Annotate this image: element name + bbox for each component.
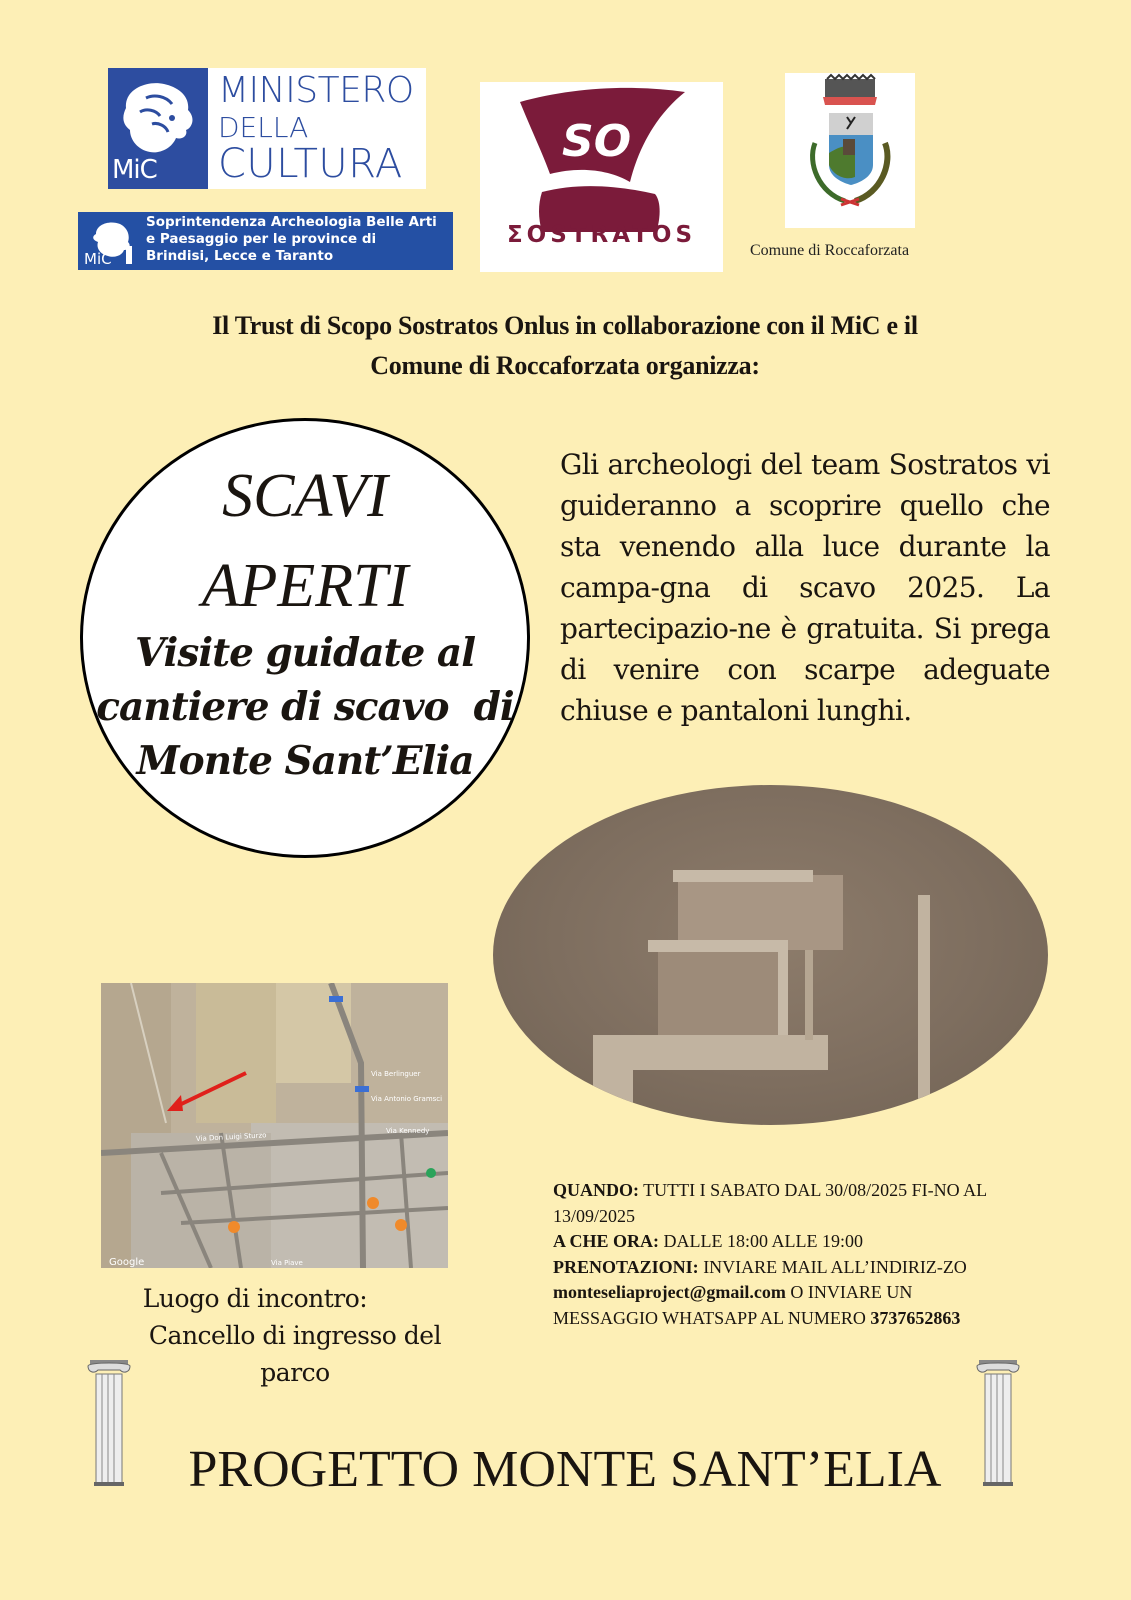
map-street-label: Via Don Luigi Sturzo xyxy=(195,1131,267,1143)
event-subtitle-line-3: Monte Sant’Elia xyxy=(136,738,474,784)
event-title xyxy=(83,451,527,631)
location-map[interactable] xyxy=(101,983,448,1268)
info-when xyxy=(553,1178,993,1229)
event-subtitle-line-1: Visite guidate al xyxy=(134,630,476,676)
meeting-point xyxy=(100,1280,490,1391)
mic-logo xyxy=(108,68,426,189)
soprintendenza-line-2: e Paesaggio per le province di xyxy=(146,231,377,247)
sostratos-logo xyxy=(480,82,723,272)
mic-emblem xyxy=(108,68,208,189)
booking-label: PRENOTAZIONI: xyxy=(553,1256,699,1277)
map-pin-icon[interactable] xyxy=(426,1168,436,1178)
soprintendenza-logo xyxy=(78,212,453,270)
mic-abbrev: MiC xyxy=(112,155,157,185)
map-google-label: Google xyxy=(109,1257,145,1268)
map-street-label: Via Piave xyxy=(271,1259,303,1267)
booking-email[interactable]: monteseliaproject@gmail.com xyxy=(553,1282,786,1302)
intro-text xyxy=(60,306,1070,386)
intro-line-2: Comune di Roccaforzata organizza: xyxy=(370,351,760,380)
meeting-label: Luogo di incontro: xyxy=(142,1284,368,1313)
mic-line-1: MINISTERO xyxy=(218,70,414,111)
soprintendenza-line-3: Brindisi, Lecce e Taranto xyxy=(146,248,334,264)
intro-line-1: Il Trust di Scopo Sostratos Onlus in collaborazione con il MiC e il xyxy=(212,311,918,340)
meeting-place-line-1: Cancello di ingresso del xyxy=(148,1321,442,1350)
soprintendenza-abbrev: MiC xyxy=(84,250,112,268)
ionic-column-icon xyxy=(975,1358,1021,1488)
meeting-place-line-2: parco xyxy=(260,1358,330,1387)
comune-caption: Comune di Roccaforzata xyxy=(750,242,910,259)
comune-crest xyxy=(785,73,915,228)
when-label: QUANDO: xyxy=(553,1180,639,1200)
excavation-site-image xyxy=(493,785,1048,1125)
info-booking xyxy=(553,1255,993,1332)
sostratos-wordmark: ΣOSTRATOS xyxy=(506,222,697,248)
booking-value-1: INVIARE MAIL ALL’INDIRIZ-ZO xyxy=(698,1256,967,1277)
map-road-badge xyxy=(329,996,343,1002)
soprintendenza-text xyxy=(146,214,437,265)
map-road-badge xyxy=(355,1086,369,1092)
mic-line-2: DELLA xyxy=(218,111,309,144)
project-title: PROGETTO MONTE SANT’ELIA xyxy=(188,1441,942,1498)
event-info xyxy=(553,1178,993,1331)
event-title-line-2: APERTI xyxy=(201,552,409,620)
mic-line-3: CULTURA xyxy=(218,141,403,187)
info-time xyxy=(553,1229,993,1255)
sostratos-sail-icon xyxy=(480,82,723,242)
booking-value-2: O INVIARE UN MESSAGGIO WHATSAPP AL NUMERO xyxy=(553,1282,913,1328)
sostratos-mark: SO xyxy=(562,116,632,167)
event-title-circle xyxy=(80,418,530,858)
map-pin-icon[interactable] xyxy=(395,1219,407,1231)
mic-wordmark xyxy=(218,70,414,187)
map-pin-icon[interactable] xyxy=(367,1197,379,1209)
map-street-label: Via Kennedy xyxy=(386,1127,430,1135)
event-description: Gli archeologi del team Sostratos vi guideranno a scoprire quello che sta venendo alla luce durante la campa-gna di scavo 2025. La partecipazio-ne è gratuita. Si prega di venire con scarpe adeguate chiuse e pantaloni lunghi. xyxy=(560,448,1050,727)
event-title-line-1: SCAVI xyxy=(222,462,388,530)
time-label: A CHE ORA: xyxy=(553,1231,660,1251)
map-pin-icon[interactable] xyxy=(228,1221,240,1233)
booking-phone[interactable]: 3737652863 xyxy=(870,1307,961,1328)
map-street-label: Via Antonio Gramsci xyxy=(371,1095,443,1103)
event-subtitle xyxy=(83,626,527,788)
satellite-map-image xyxy=(101,983,448,1268)
time-value: DALLE 18:00 ALLE 19:00 xyxy=(659,1231,863,1251)
when-value: TUTTI I SABATO DAL 30/08/2025 FI-NO AL 13/09/2025 xyxy=(553,1180,987,1226)
excavation-photo xyxy=(493,785,1048,1125)
soprintendenza-line-1: Soprintendenza Archeologia Belle Arti xyxy=(146,214,437,230)
event-subtitle-line-2: cantiere di scavo di xyxy=(96,684,514,730)
map-street-label: Via Berlinguer xyxy=(371,1070,421,1078)
coat-of-arms-icon xyxy=(785,73,915,228)
ionic-column-icon xyxy=(86,1358,132,1488)
classical-head-icon xyxy=(116,78,200,158)
